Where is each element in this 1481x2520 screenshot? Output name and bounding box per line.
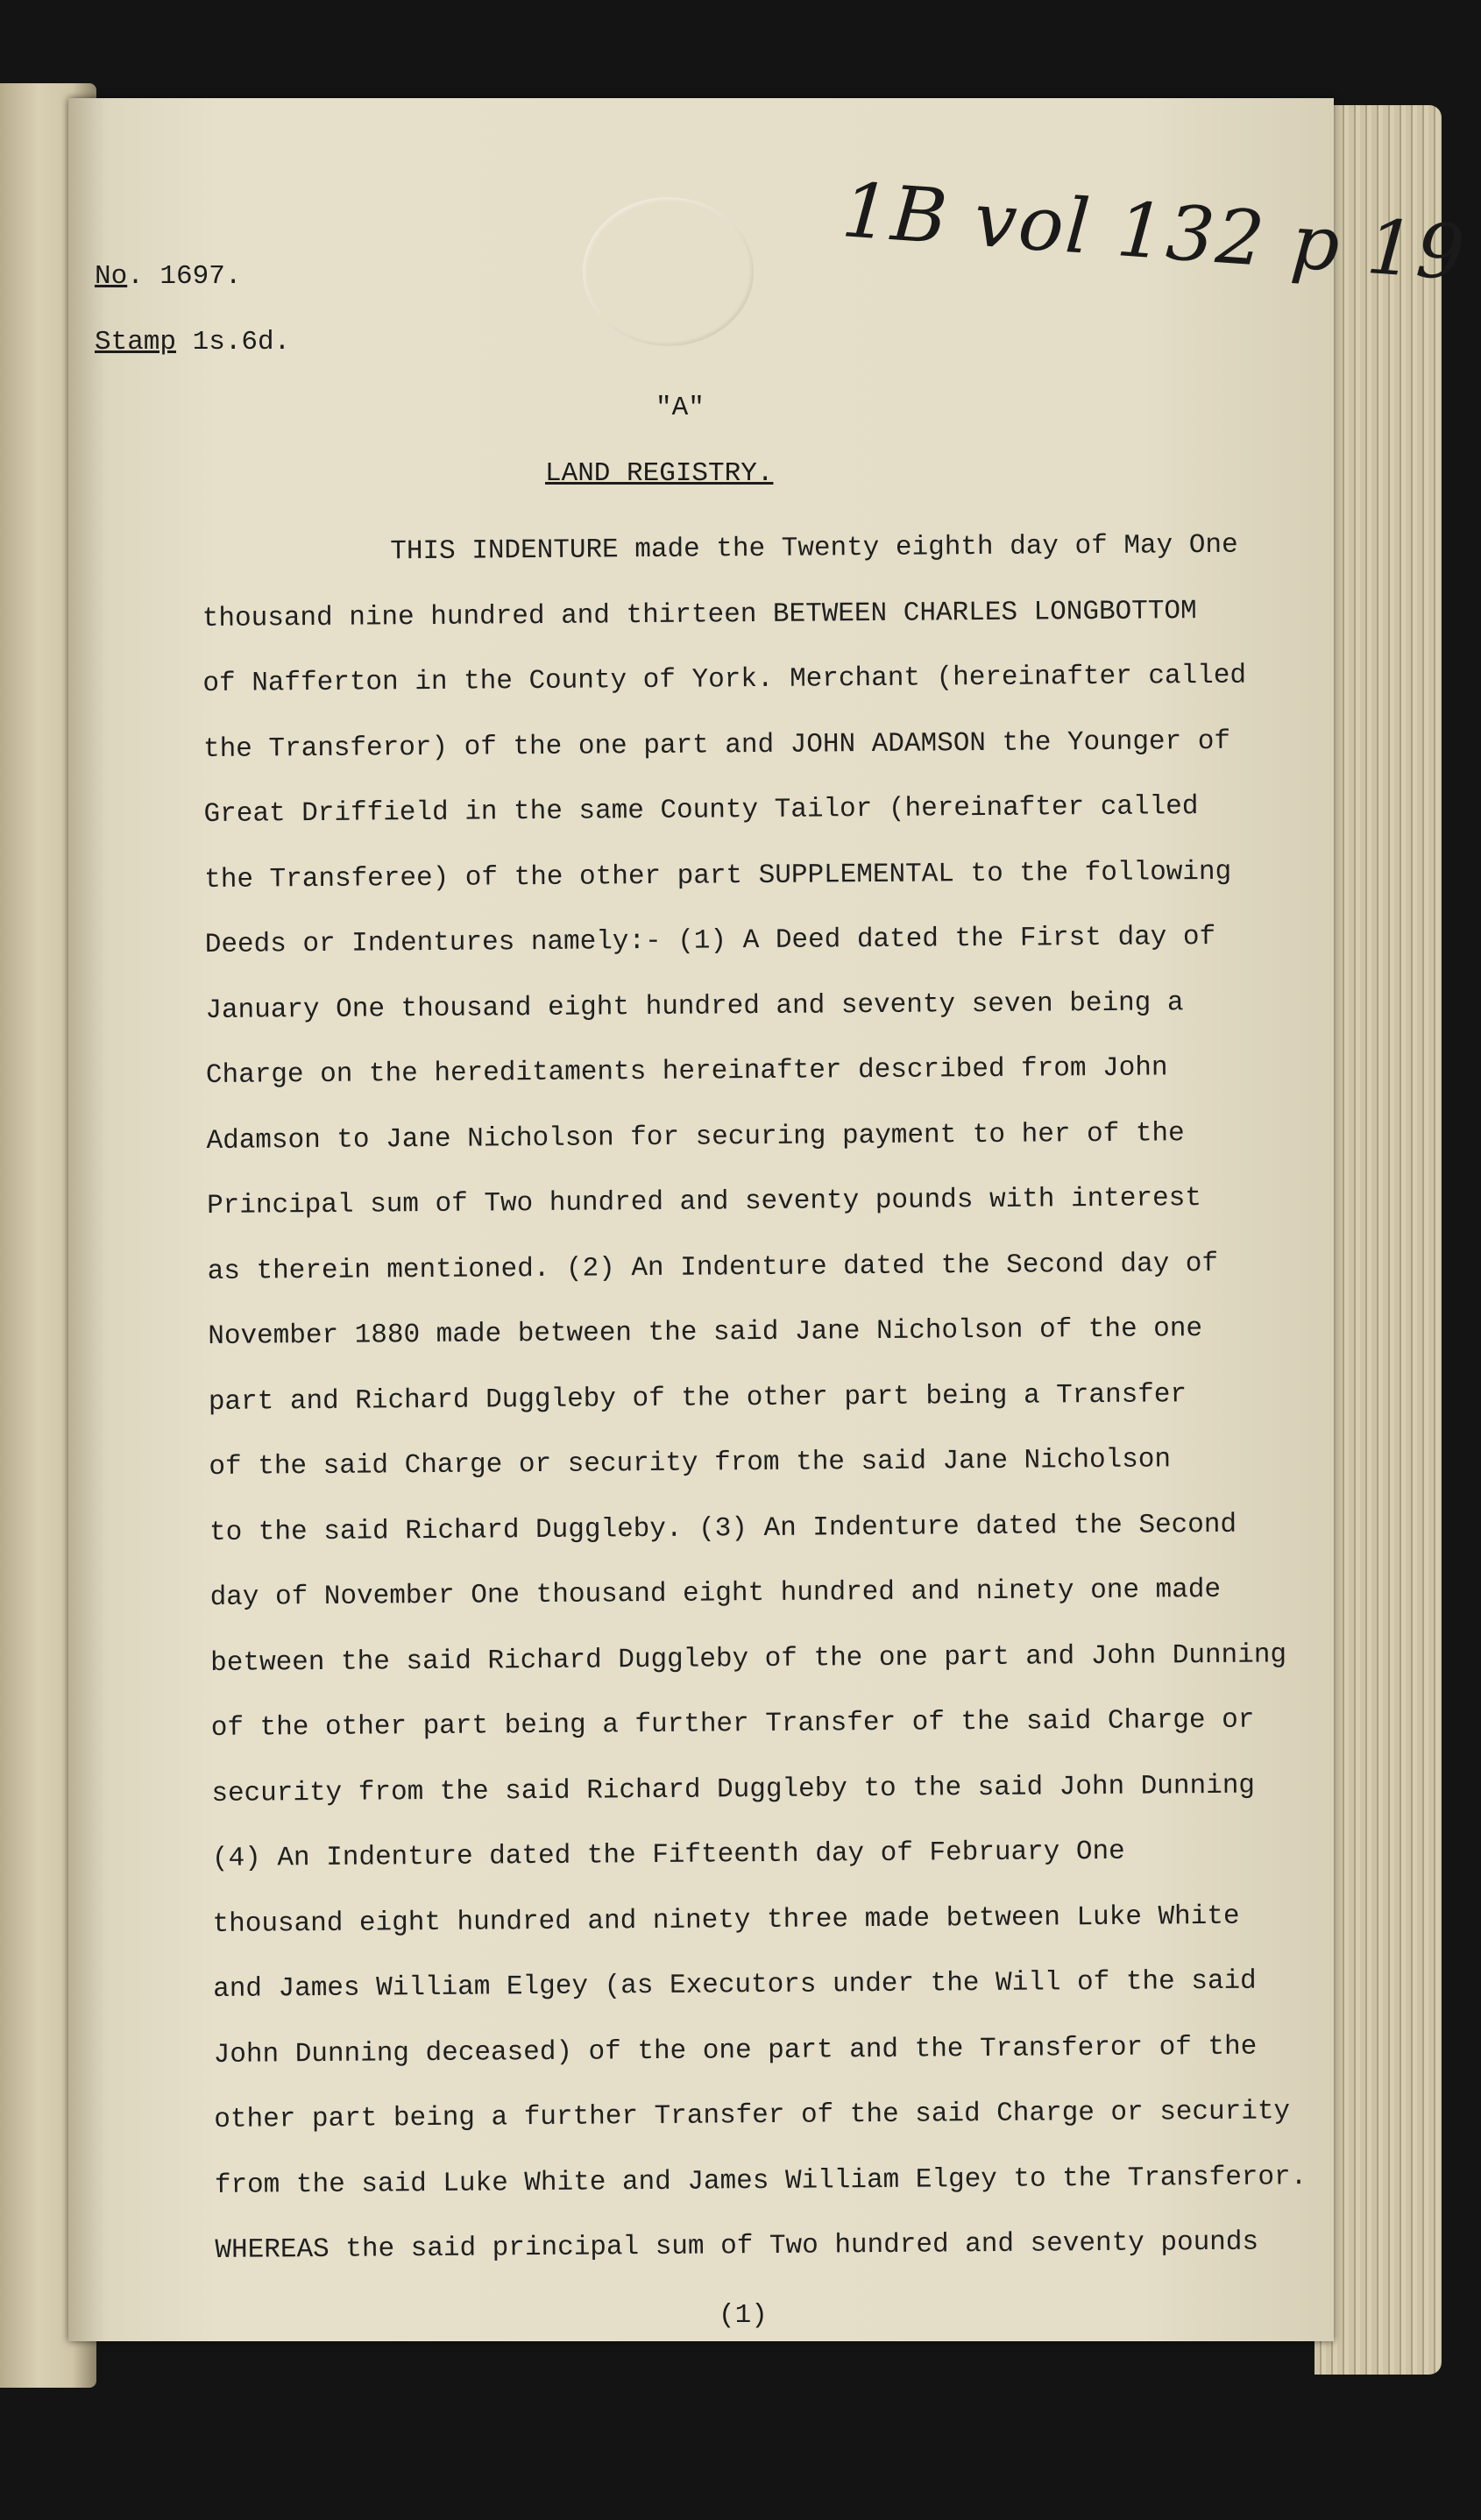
text-line: of the said Charge or security from the said Jane Nicholson <box>209 1444 1172 1483</box>
text-line: security from the said Richard Duggleby to the said John Dunning <box>211 1770 1256 1809</box>
text-line: Great Driffield in the same County Tailor (hereinafter called <box>203 791 1199 830</box>
number-value: . 1697. <box>127 261 242 292</box>
text-line: from the said Luke White and James William Elgey to the Transferor. <box>214 2161 1307 2201</box>
text-line: November 1880 made between the said Jane Nicholson of the one <box>208 1313 1203 1352</box>
text-line: Adamson to Jane Nicholson for securing payment to her of the <box>206 1117 1185 1157</box>
text-line: between the said Richard Duggleby of the one part and John Dunning <box>210 1639 1287 1679</box>
embossed-seal-icon <box>583 197 754 346</box>
text-line: other part being a further Transfer of the said Charge or security <box>214 2096 1291 2135</box>
stamp-duty <box>95 327 290 357</box>
document-number <box>95 261 241 292</box>
page-number: (1) <box>719 2300 768 2331</box>
text-line: thousand eight hundred and ninety three made between Luke White <box>212 1901 1240 1940</box>
stamp-label: Stamp <box>95 327 177 357</box>
heading: LAND REGISTRY. <box>545 458 774 489</box>
text-line: of Nafferton in the County of York. Merchant (hereinafter called <box>202 660 1247 699</box>
text-line: Deeds or Indentures namely:- (1) A Deed dated the First day of <box>204 921 1216 960</box>
text-line: Principal sum of Two hundred and seventy pounds with interest <box>207 1183 1202 1221</box>
text-line: John Dunning deceased) of the one part and the Transferor of the <box>213 2031 1258 2071</box>
text-line: WHEREAS the said principal sum of Two hundred and seventy pounds <box>215 2226 1259 2266</box>
text-line: THIS INDENTURE made the Twenty eighth day of May One <box>390 529 1238 568</box>
text-line: thousand nine hundred and thirteen BETWEEN CHARLES LONGBOTTOM <box>202 595 1197 634</box>
text-line: part and Richard Duggleby of the other part being a Transfer <box>208 1378 1187 1418</box>
text-line: day of November One thousand eight hundred and ninety one made <box>209 1574 1222 1613</box>
text-line: of the other part being a further Transfer of the said Charge or <box>210 1704 1255 1744</box>
schedule-mark: "A" <box>655 393 705 423</box>
text-line: to the said Richard Duggleby. (3) An Indenture dated the Second <box>209 1509 1237 1548</box>
text-line: as therein mentioned. (2) An Indenture dated the Second day of <box>207 1248 1219 1287</box>
text-line: and James William Elgey (as Executors under the Will of the said <box>213 1965 1257 2005</box>
text-line: the Transferor) of the one part and JOHN ADAMSON the Younger of <box>202 726 1231 765</box>
number-label: No <box>95 261 128 292</box>
text-line: Charge on the hereditaments hereinafter described from John <box>205 1052 1168 1091</box>
text-line: the Transferee) of the other part SUPPLEMENTAL to the following <box>204 856 1232 895</box>
stamp-value: 1s.6d. <box>176 327 291 357</box>
text-line: January One thousand eight hundred and seventy seven being a <box>205 987 1184 1026</box>
text-line: (4) An Indenture dated the Fifteenth day of February One <box>211 1836 1125 1874</box>
handwritten-reference: 1B vol 132 p 19 <box>839 166 1470 298</box>
indenture-text <box>202 513 1346 2284</box>
